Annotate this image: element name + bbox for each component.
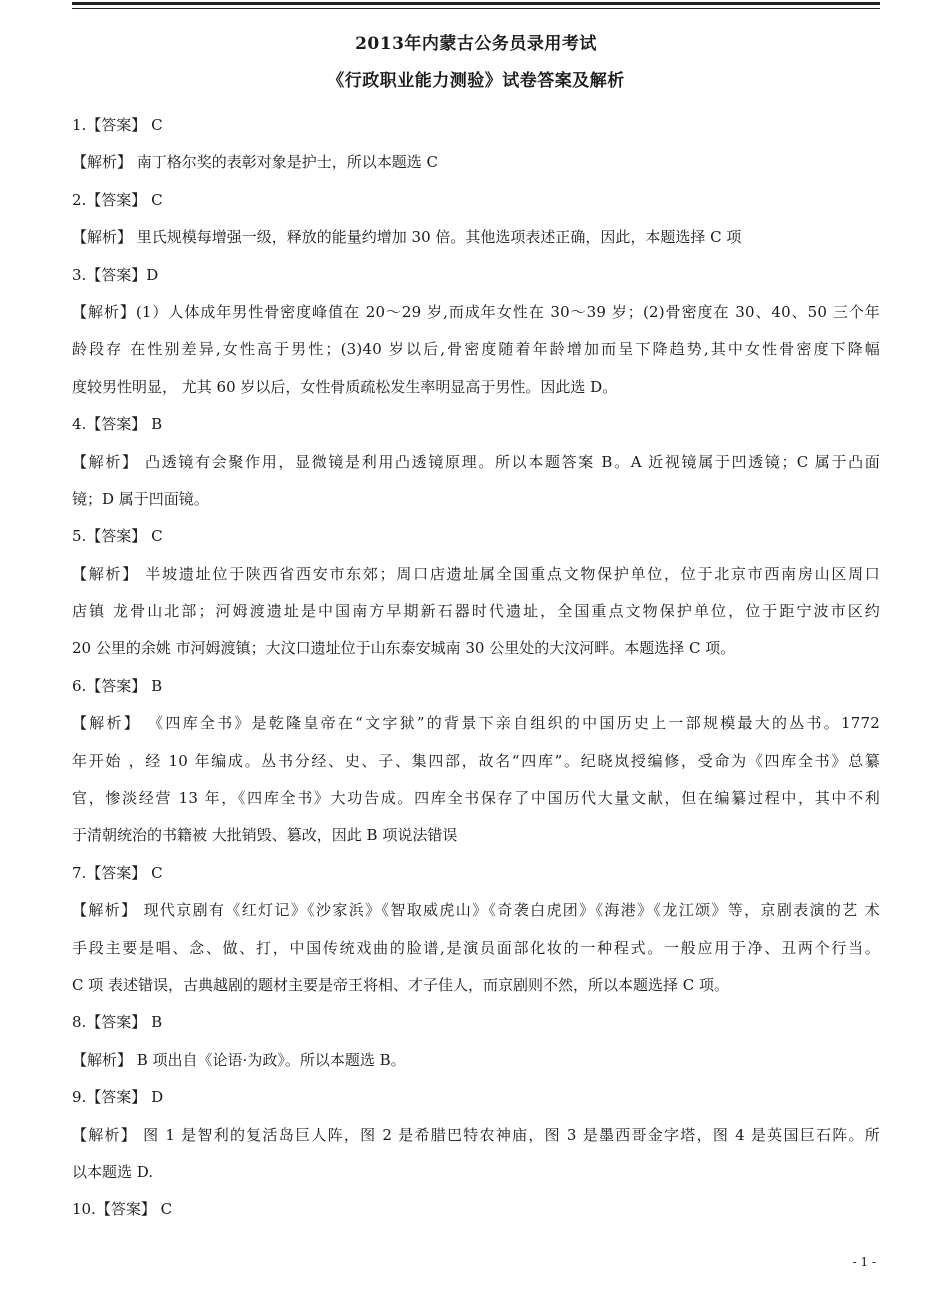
- explanation-line: 龄段存 在性别差异,女性高于男性；(3)40 岁以后,骨密度随着年龄增加而呈下降趋势,其中女性骨密度下降幅: [72, 340, 880, 359]
- explanation-line: 镜；D 属于凹面镜。: [72, 489, 209, 508]
- answer-line: 2.【答案】 C: [72, 190, 163, 209]
- explanation-line: 年开始 ，经 10 年编成。丛书分经、史、子、集四部，故名“四库”。纪晓岚授编修，受命为《四库全书》总纂: [72, 751, 880, 770]
- explanation-line: 以本题选 D.: [72, 1162, 154, 1181]
- explanation-line: 【解析】 凸透镜有会聚作用，显微镜是利用凸透镜原理。所以本题答案 B。A 近视镜属于凹透镜；C 属于凸面: [72, 452, 880, 471]
- answer-line: 4.【答案】 B: [72, 415, 163, 434]
- answer-line: 5.【答案】 C: [72, 527, 163, 546]
- page-number: - 1 -: [852, 1255, 876, 1269]
- header-rule-thin: [72, 8, 880, 9]
- answer-line: 1.【答案】 C: [72, 116, 163, 134]
- explanation-line: C 项 表述错误，古典越剧的题材主要是帝王将相、才子佳人，而京剧则不然，所以本题选择 C 项。: [72, 975, 730, 994]
- explanation-line: 于清朝统治的书籍被 大批销毁、篡改，因此 B 项说法错误: [72, 826, 458, 845]
- document-title: 2013年内蒙古公务员录用考试: [355, 34, 597, 54]
- explanation-line: 【解析】 里氏规模每增强一级，释放的能量约增加 30 倍。其他选项表述正确，因此，本题选择 C 项: [72, 228, 742, 247]
- header-rule-thick: [72, 2, 880, 5]
- explanation-line: 官，惨淡经营 13 年，《四库全书》大功告成。四库全书保存了中国历代大量文献，但在编纂过程中，其中不利: [72, 789, 880, 808]
- answer-line: 6.【答案】 B: [72, 676, 163, 695]
- explanation-line: 【解析】 现代京剧有《红灯记》《沙家浜》《智取威虎山》《奇袭白虎团》《海港》《龙江颂》等，京剧表演的艺 术: [72, 901, 880, 920]
- explanation-line: 【解析】 B 项出自《论语·为政》。所以本题选 B。: [72, 1050, 406, 1069]
- answer-content: [72, 107, 880, 1229]
- explanation-line: 【解析】 《四库全书》是乾隆皇帝在“文字狱”的背景下亲自组织的中国历史上一部规模最大的丛书。1772: [72, 714, 880, 733]
- answer-line: 8.【答案】 B: [72, 1013, 163, 1032]
- explanation-line: 【解析】 南丁格尔奖的表彰对象是护士，所以本题选 C: [72, 153, 439, 172]
- answer-line: 9.【答案】 D: [72, 1088, 164, 1107]
- explanation-line: 度较男性明显， 尤其 60 岁以后，女性骨质疏松发生率明显高于男性。因此选 D。: [72, 377, 618, 396]
- explanation-line: 【解析】 半坡遗址位于陕西省西安市东郊；周口店遗址属全国重点文物保护单位，位于北京市西南房山区周口: [72, 564, 880, 583]
- answer-line: 7.【答案】 C: [72, 863, 163, 882]
- answer-line: 3.【答案】D: [72, 265, 159, 284]
- document-subtitle: 《行政职业能力测验》试卷答案及解析: [327, 71, 625, 91]
- explanation-line: 20 公里的余姚 市河姆渡镇；大汶口遗址位于山东泰安城南 30 公里处的大汶河畔。本题选择 C 项。: [72, 639, 736, 658]
- answer-line: 10.【答案】 C: [72, 1200, 173, 1219]
- explanation-line: 店镇 龙骨山北部；河姆渡遗址是中国南方早期新石器时代遗址，全国重点文物保护单位，位于距宁波市区约: [72, 602, 880, 621]
- explanation-line: 手段主要是唱、念、做、打，中国传统戏曲的脸谱,是演员面部化妆的一种程式。一般应用于净、丑两个行当。: [72, 938, 880, 957]
- explanation-line: 【解析】(1）人体成年男性骨密度峰值在 20～29 岁,而成年女性在 30～39 岁；(2)骨密度在 30、40、50 三个年: [72, 302, 880, 321]
- explanation-line: 【解析】 图 1 是智利的复活岛巨人阵，图 2 是希腊巴特农神庙，图 3 是墨西哥金字塔，图 4 是英国巨石阵。所: [72, 1125, 880, 1144]
